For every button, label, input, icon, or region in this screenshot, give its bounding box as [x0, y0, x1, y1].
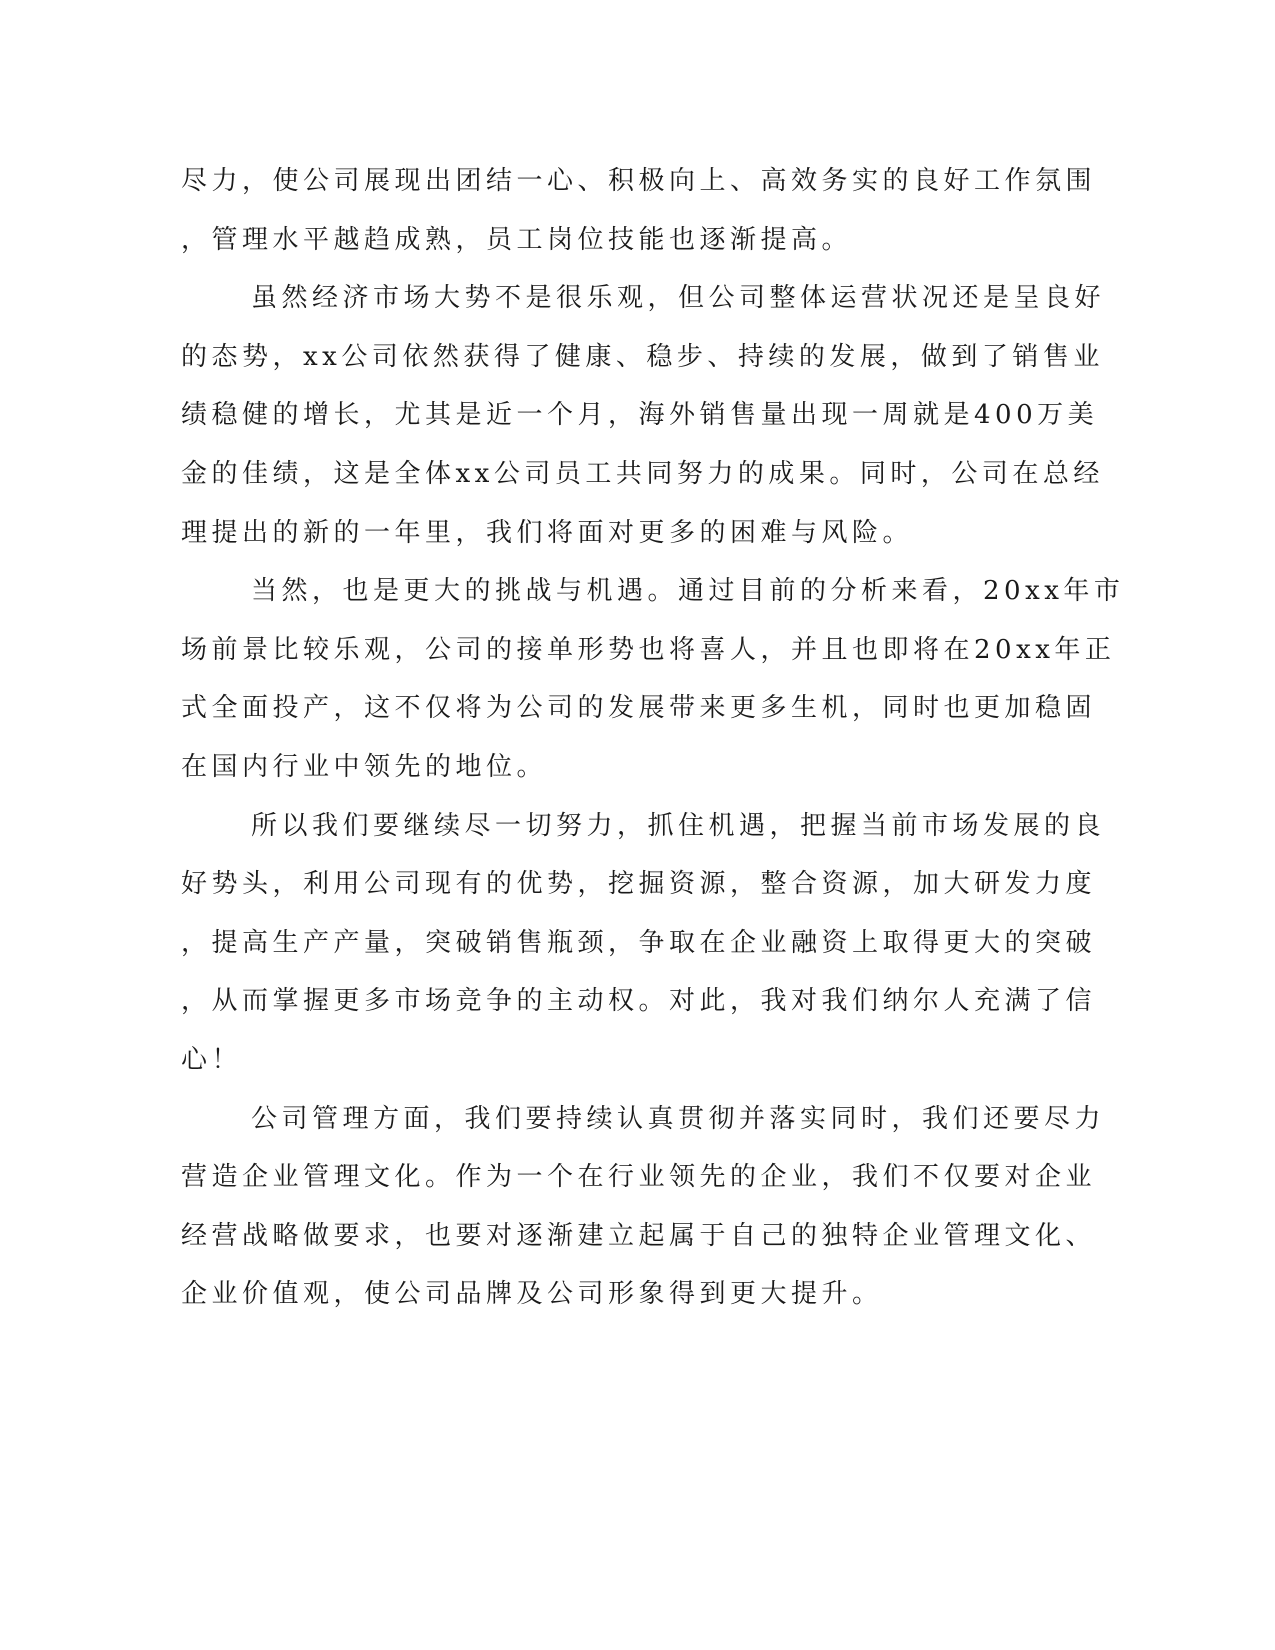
text-line: 绩稳健的增长，尤其是近一个月，海外销售量出现一周就是400万美	[181, 400, 1099, 431]
text-line: 所以我们要继续尽一切努力，抓住机遇，把握当前市场发展的良	[251, 810, 1106, 841]
paragraph-2	[181, 269, 1106, 562]
text-line: 的态势，xx公司依然获得了健康、稳步、持续的发展，做到了销售业	[181, 341, 1104, 372]
paragraph-4	[181, 797, 1106, 1090]
text-line: 经营战略做要求，也要对逐渐建立起属于自己的独特企业管理文化、	[181, 1220, 1097, 1251]
text-line: 当然，也是更大的挑战与机遇。通过目前的分析来看，20xx年市	[251, 576, 1125, 607]
text-line: 虽然经济市场大势不是很乐观，但公司整体运营状况还是呈良好	[251, 283, 1106, 314]
text-line: 企业价值观，使公司品牌及公司形象得到更大提升。	[181, 1279, 883, 1310]
text-line: ，提高生产产量，突破销售瓶颈，争取在企业融资上取得更大的突破	[181, 927, 1097, 958]
text-line: 营造企业管理文化。作为一个在行业领先的企业，我们不仅要对企业	[181, 1162, 1097, 1193]
text-line: 在国内行业中领先的地位。	[181, 751, 548, 782]
text-line: 好势头，利用公司现有的优势，挖掘资源，整合资源，加大研发力度	[181, 869, 1097, 900]
text-line: 理提出的新的一年里，我们将面对更多的困难与风险。	[181, 517, 914, 548]
text-line: 心！	[181, 1044, 243, 1075]
text-line: ，管理水平越趋成熟，员工岗位技能也逐渐提高。	[181, 224, 853, 255]
text-line: 式全面投产，这不仅将为公司的发展带来更多生机，同时也更加稳固	[181, 693, 1097, 724]
text-line: 尽力，使公司展现出团结一心、积极向上、高效务实的良好工作氛围	[181, 166, 1097, 196]
text-line: 场前景比较乐观，公司的接单形势也将喜人，并且也即将在20xx年正	[181, 634, 1116, 665]
text-line: 公司管理方面，我们要持续认真贯彻并落实同时，我们还要尽力	[251, 1103, 1106, 1134]
paragraph-3	[181, 562, 1125, 796]
paragraph-5	[181, 1090, 1106, 1324]
document-body	[181, 152, 1125, 1324]
text-line: 金的佳绩，这是全体xx公司员工共同努力的成果。同时，公司在总经	[181, 458, 1104, 489]
paragraph-1	[181, 152, 1097, 269]
text-line: ，从而掌握更多市场竞争的主动权。对此，我对我们纳尔人充满了信	[181, 986, 1097, 1017]
